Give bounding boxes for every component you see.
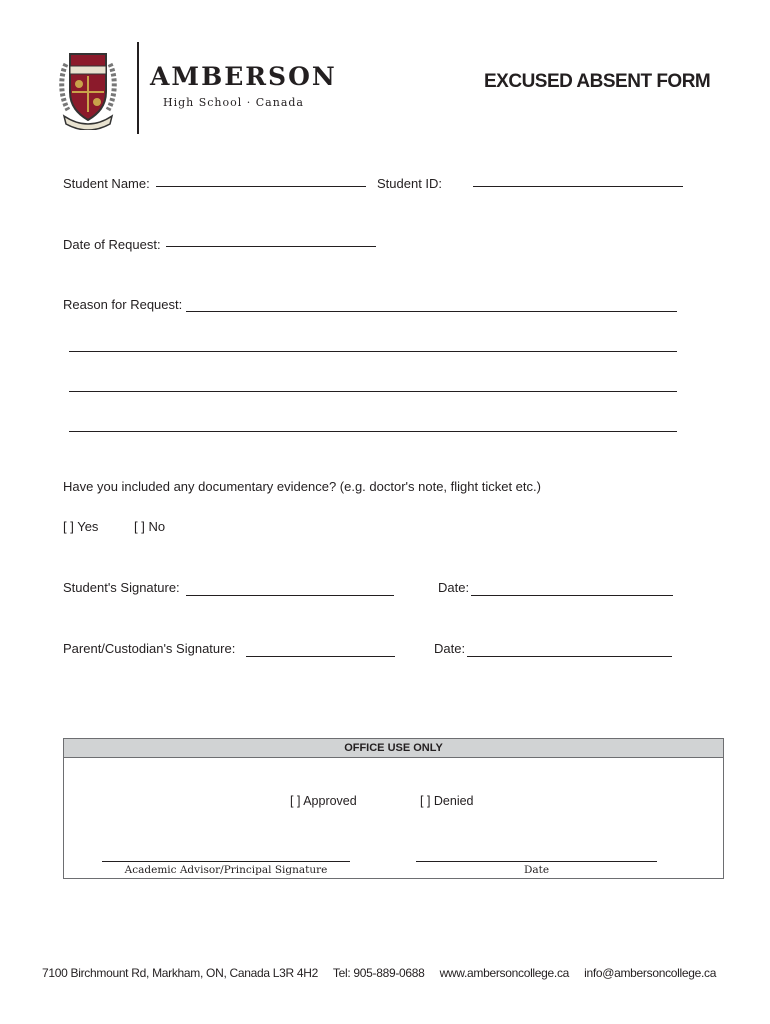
evidence-question: Have you included any documentary evidence? (e.g. doctor's note, flight ticket etc.) (63, 479, 541, 494)
date-of-request-field[interactable] (166, 246, 376, 247)
office-use-heading: OFFICE USE ONLY (64, 739, 723, 758)
footer-website[interactable]: www.ambersoncollege.ca (439, 966, 570, 980)
footer (42, 966, 728, 980)
student-name-label: Student Name: (63, 176, 150, 191)
footer-email[interactable]: info@ambersoncollege.ca (584, 966, 717, 980)
parent-signature-field[interactable] (246, 656, 395, 657)
advisor-signature-caption: Academic Advisor/Principal Signature (124, 864, 328, 876)
student-name-field[interactable] (156, 186, 366, 187)
office-date-caption: Date (523, 864, 550, 876)
student-id-label: Student ID: (377, 176, 443, 191)
school-subtitle: High School · Canada (163, 96, 304, 109)
student-date-label: Date: (438, 580, 470, 595)
denied-checkbox[interactable]: [ ] Denied (420, 794, 474, 808)
school-crest-icon (58, 46, 118, 130)
student-date-field[interactable] (471, 595, 673, 596)
parent-date-field[interactable] (467, 656, 672, 657)
reason-field-line-1[interactable] (186, 311, 677, 312)
parent-signature-label: Parent/Custodian's Signature: (63, 641, 236, 656)
reason-field-line-3[interactable] (69, 391, 677, 392)
approved-checkbox[interactable]: [ ] Approved (290, 794, 357, 808)
student-id-field[interactable] (473, 186, 683, 187)
date-of-request-label: Date of Request: (63, 237, 161, 252)
reason-field-line-4[interactable] (69, 431, 677, 432)
footer-tel: Tel: 905-889-0688 (332, 966, 425, 980)
form-title: EXCUSED ABSENT FORM (484, 71, 711, 92)
office-use-box (63, 738, 724, 879)
reason-field-line-2[interactable] (69, 351, 677, 352)
header-divider (137, 42, 139, 134)
advisor-signature-field[interactable] (102, 861, 350, 862)
school-name: AMBERSON (150, 62, 337, 91)
student-signature-label: Student's Signature: (63, 580, 180, 595)
office-date-field[interactable] (416, 861, 657, 862)
student-signature-field[interactable] (186, 595, 394, 596)
parent-date-label: Date: (434, 641, 466, 656)
reason-label: Reason for Request: (63, 297, 183, 312)
footer-address: 7100 Birchmount Rd, Markham, ON, Canada L3R 4H2 (42, 966, 319, 980)
no-checkbox[interactable]: [ ] No (134, 519, 166, 534)
yes-checkbox[interactable]: [ ] Yes (63, 519, 99, 534)
